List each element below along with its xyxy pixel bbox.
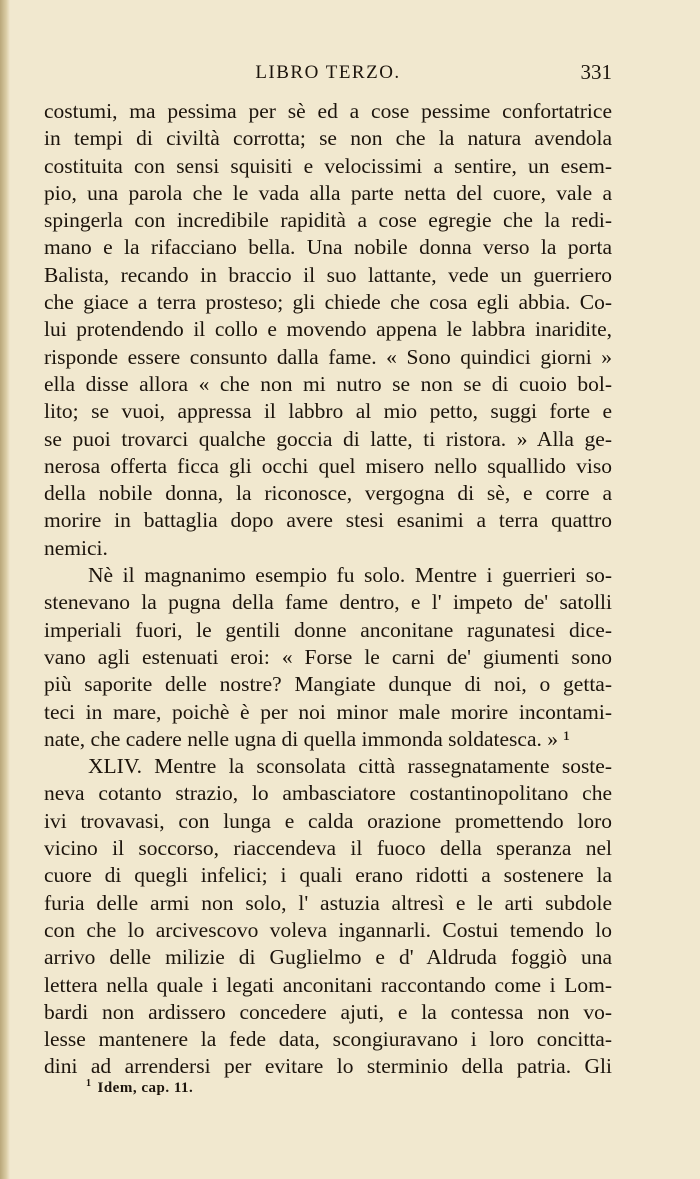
text-line: imperiali fuori, le gentili donne anconitane ragunatesi dice- xyxy=(44,617,612,642)
text-line: teci in mare, poichè è per noi minor male morire incontami- xyxy=(44,699,612,724)
page-header xyxy=(44,62,612,92)
footnote-text: Idem, cap. 11. xyxy=(97,1080,194,1096)
text-line: neva cotanto strazio, lo ambasciatore costantinopolitano che xyxy=(44,781,612,806)
text-line: spingerla con incredibile rapidità a cose egregie che la redi- xyxy=(44,208,612,233)
text-line: Balista, recando in braccio il suo lattante, vede un guerriero xyxy=(44,262,612,287)
text-line: morire in battaglia dopo avere stesi esanimi a terra quattro xyxy=(44,508,612,533)
text-line: Nè il magnanimo esempio fu solo. Mentre i guerrieri so- xyxy=(88,563,612,588)
text-line: vicino il soccorso, riaccendeva il fuoco della speranza nel xyxy=(44,836,612,861)
text-line: se puoi trovarci qualche goccia di latte, ti ristora. » Alla ge- xyxy=(44,426,612,451)
text-line: nemici. xyxy=(44,535,108,560)
text-line: lesse mantenere la fede data, scongiuravano i loro concitta- xyxy=(44,1027,612,1052)
text-line: più saporite delle nostre? Mangiate dunque di noi, o getta- xyxy=(44,672,612,697)
text-line: vano agli estenuati eroi: « Forse le carni de' giumenti sono xyxy=(44,644,612,669)
text-line: lui protendendo il collo e movendo appena le labbra inaridite, xyxy=(44,317,612,342)
page-spine-shadow xyxy=(0,0,10,1179)
footnote xyxy=(86,1080,193,1097)
text-line: nate, che cadere nelle ugna di quella immonda soldatesca. » ¹ xyxy=(44,726,570,751)
text-line: costituita con sensi squisiti e velocissimi a sentire, un esem- xyxy=(44,153,612,178)
text-line: bardi non ardissero concedere ajuti, e la contessa non vo- xyxy=(44,999,612,1024)
text-line: stenevano la pugna della fame dentro, e l' impeto de' satolli xyxy=(44,590,612,615)
footnote-marker: 1 xyxy=(86,1078,92,1089)
text-line: della nobile donna, la riconosce, vergogna di sè, e corre a xyxy=(44,481,612,506)
text-line: cuore di quegli infelici; i quali erano ridotti a sostenere la xyxy=(44,863,612,888)
text-line: ella disse allora « che non mi nutro se non se di cuoio bol- xyxy=(44,371,612,396)
text-line: mano e la rifacciano bella. Una nobile donna verso la porta xyxy=(44,235,612,260)
text-line: XLIV. Mentre la sconsolata città rassegnatamente soste- xyxy=(88,754,612,779)
text-line: arrivo delle milizie di Guglielmo e d' Aldruda foggiò una xyxy=(44,945,612,970)
text-line: furia delle armi non solo, l' astuzia altresì e le arti subdole xyxy=(44,890,612,915)
text-line: pio, una parola che le vada alla parte netta del cuore, vale a xyxy=(44,180,612,205)
text-line: che giace a terra prosteso; gli chiede che cosa egli abbia. Co- xyxy=(44,290,612,315)
running-head: LIBRO TERZO. xyxy=(255,62,401,83)
text-line: dini ad arrendersi per evitare lo sterminio della patria. Gli xyxy=(44,1054,612,1079)
text-line: costumi, ma pessima per sè ed a cose pessime confortatrice xyxy=(44,99,612,123)
text-line: ivi trovavasi, con lunga e calda orazione promettendo loro xyxy=(44,808,612,833)
text-line: lito; se vuoi, appressa il labbro al mio petto, suggi forte e xyxy=(44,399,612,424)
page-number: 331 xyxy=(580,60,612,84)
body-text xyxy=(44,98,612,1081)
text-line: risponde essere consunto dalla fame. « Sono quindici giorni » xyxy=(44,344,612,369)
text-line: nerosa offerta ficca gli occhi quel misero nello squallido viso xyxy=(44,453,612,478)
text-line: con che lo arcivescovo voleva ingannarli. Costui temendo lo xyxy=(44,917,612,942)
text-line: in tempi di civiltà corrotta; se non che la natura avendola xyxy=(44,126,612,151)
text-line: lettera nella quale i legati anconitani raccontando come i Lom- xyxy=(44,972,612,997)
